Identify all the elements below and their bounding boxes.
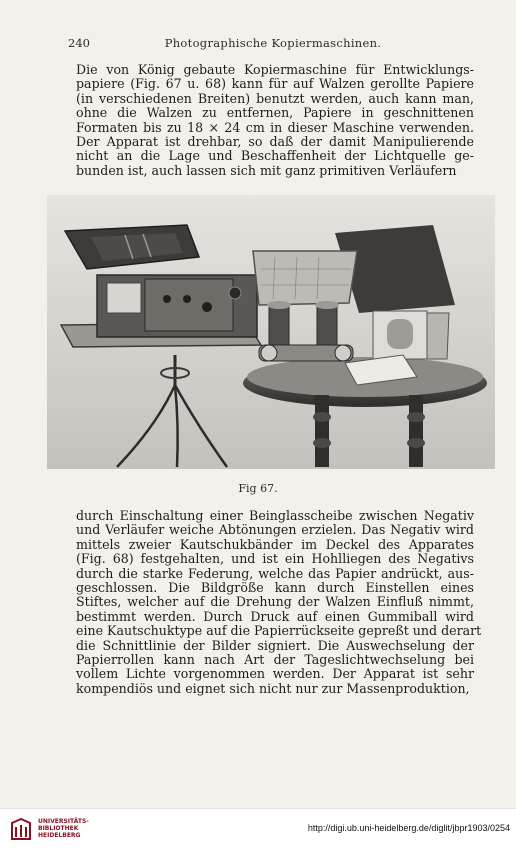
text-line: und Verläufer weiche Abtönungen erzielen. Das Negativ wird bbox=[76, 522, 474, 538]
text-line: nicht an die Lage und Beschaffenheit der Lichtquelle ge- bbox=[76, 148, 474, 164]
kopiermaschine-photo-illustration bbox=[47, 195, 495, 469]
text-line: mittels zweier Kautschukbänder im Deckel des Apparates bbox=[76, 536, 474, 552]
paragraph-2 bbox=[76, 508, 482, 696]
text-line: die Schnittlinie der Bilder signiert. Die Auswechselung der bbox=[76, 637, 474, 653]
text-line: geschlossen. Die Bildgröße kann durch Einstellen eines bbox=[76, 580, 474, 596]
paragraph-1 bbox=[76, 63, 474, 178]
text-line: durch die starke Federung, welche das Papier andrückt, aus- bbox=[76, 565, 474, 581]
running-header bbox=[68, 36, 478, 52]
figure-photograph bbox=[47, 195, 495, 469]
text-line: Stiftes, welcher auf die Drehung der Walzen Einfluß nimmt, bbox=[76, 594, 474, 610]
text-line: bunden ist, auch lassen sich mit ganz primitiven Verläufern bbox=[76, 162, 457, 178]
university-library-logo-icon bbox=[8, 817, 34, 843]
library-name bbox=[38, 818, 89, 839]
text-line: bestimmt werden. Durch Druck auf einen Gummiball wird bbox=[76, 608, 474, 624]
permalink-url[interactable]: http://digi.ub.uni-heidelberg.de/diglit/jbpr1903/0254 bbox=[307, 823, 510, 833]
text-line: Die von König gebaute Kopiermaschine für Entwicklungs- bbox=[76, 62, 474, 77]
figure-caption: Fig 67. bbox=[238, 482, 278, 495]
text-line: (in verschiedenen Breiten) benutzt werden, auch kann man, bbox=[76, 90, 474, 106]
text-line: (Fig. 68) festgehalten, und ist ein Hohlliegen des Negativs bbox=[76, 551, 474, 567]
text-line: durch Einschaltung einer Beinglasscheibe zwischen Negativ bbox=[76, 508, 474, 523]
library-name-line: UNIVERSITÄTS- bbox=[38, 818, 89, 825]
text-line: ohne die Walzen zu entfernen, Papiere in geschnittenen bbox=[76, 105, 474, 121]
text-line: Formaten bis zu 18 × 24 cm in dieser Maschine verwenden. bbox=[76, 119, 474, 135]
text-line: Papierrollen kann nach Art der Tageslichtwechselung bei bbox=[76, 652, 474, 668]
library-name-line: BIBLIOTHEK bbox=[38, 825, 79, 832]
library-name-line: HEIDELBERG bbox=[38, 832, 81, 839]
text-line: vollem Lichte vorgenommen werden. Der Apparat ist sehr bbox=[76, 666, 474, 682]
text-line: eine Kautschuktype auf die Papierrückseite gepreßt und derart bbox=[76, 623, 482, 639]
running-title: Photographische Kopiermaschinen. bbox=[164, 36, 382, 50]
text-line: kompendiös und eignet sich nicht nur zur Massenproduktion, bbox=[76, 680, 470, 696]
text-line: Der Apparat ist drehbar, so daß der damit Manipulierende bbox=[76, 134, 474, 150]
viewer-footer bbox=[0, 808, 516, 849]
text-line: papiere (Fig. 67 u. 68) kann für auf Walzen gerollte Papiere bbox=[76, 76, 474, 92]
page-number: 240 bbox=[68, 36, 90, 50]
